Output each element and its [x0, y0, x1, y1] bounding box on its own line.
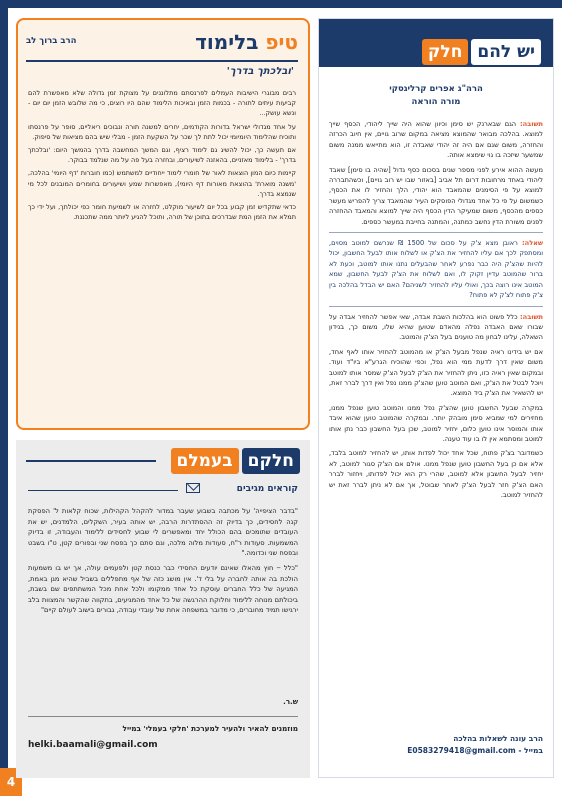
readers-title-part-2: בעמלם	[171, 448, 239, 474]
readers-sub-rule	[28, 490, 178, 491]
tip-body	[28, 88, 296, 225]
readers-title	[171, 448, 300, 474]
answer-label: תשובה:	[520, 120, 543, 128]
readers-title-part-1: חלקם	[242, 448, 300, 474]
readers-header-line	[26, 460, 156, 462]
readers-subtitle: קוראים מגיבים	[236, 484, 298, 494]
question-text: ראובן מצא צ'ק על סכום של 1500 ₪ שנרשם למוטב מסוים, ומסתפק לכך אם עליו להחזיר את הצ'ק או לשלוח אותו לבעל החשבון, יכול להיות שהצ'ק היה כבר נפרע לאחר שהבעלים נתנו אותו למוטב, וכעת לא ברור שהמוטב עדיין זקוק לו, ואם לשלוח את הצ'ק לבעל החשבון, שמא המוטב אינו רוצה בכך, ואולי עליו להחזיר לשניהם? האם יש הבדל בהלכה בין צ'ק פתוח לצ'ק לא פתוח?	[329, 239, 543, 300]
tip-box	[16, 18, 310, 430]
footer-email-line[interactable]: במייל - E0583279418@gmail.com	[407, 746, 543, 755]
question-label: שאלה:	[522, 239, 543, 248]
halacha-author	[331, 83, 541, 109]
question-2	[329, 238, 543, 300]
envelope-icon	[186, 483, 200, 493]
tip-divider	[26, 60, 298, 62]
tip-paragraph: כדאי שתקדיש זמן קבוע בכל יום לשיעור מוקלט, לחזרה או לשמיעת חומר כפי יכולתך, ועל ידי כך תמלא את הזמן המת שבדרכים בתוכן של תורה, ותוכל להגיע ליותר ממה שתכננת.	[28, 203, 296, 222]
tip-paragraph: אם תעשה כך, יכול להשיג גם לימוד רציף, וגם המשך המחשבה בדרך בהמשך היום: 'ובלכתך בדרך' - בלימוד מאזניים, בהאזנה לשיעורים, ובחזרה בעל פה על מה שנלמד בבוקר.	[28, 146, 296, 165]
reader-letter: "בדבר הציפייה' על מכתבה בשבוע שעבר במדור להקהל הקהילות, שכוח קלאות ל' הפסקת קנה לחסידים, כך בדיוק זה ההסתדרות הרבה, יש אותה בעיר, השקלים, הלמדנים, יש את העובדים שתומכים בהם הכולל יחד ומאפשרים לי שבוע לחסידים ללימוד והעבודה, זו בדיוק המשמעות. סעודות ר"ח, סעודות מלוה מלכה, וגם סתם כך בפסח שני ובפורים קטן, ט"ו בשבט ובפסח שני וכדומה."	[28, 507, 298, 558]
page-number: 4	[0, 768, 22, 796]
tip-title-part-1: טיפ	[265, 30, 298, 54]
answer-text: הגם שבארנק יש סימן וכיוון שהוא היה שייך ליהודי, הכסף שייך למוצא. בהלכה מבואר שהמוצא מציאה במקום שרוב גויים, אין חיוב הכרזה והחזרה, משום שגם אם היה זה יהודי שאבדה זו, הוא מתייאש ממנה משום שמשער שיזכה בו גוי שימצא אותה.	[329, 120, 543, 160]
halacha-footer	[329, 733, 543, 757]
reader-signature: ש.ר.	[283, 698, 298, 706]
readers-email[interactable]: helki.baamali@gmail.com	[28, 740, 158, 750]
left-decor-bar	[0, 0, 8, 796]
answer-2	[329, 312, 543, 343]
tip-paragraph: רבים מבוגרי הישיבות העמלים לפרנסתם מתלוננים על מצוקת זמן גדולה שלא מאפשרת להם קביעות עיתים לתורה - בכמות הזמן ובאיכות הלימוד שהם היו רוצים, כי מה שלובש הזמן יום יום - ונשא עושק...	[28, 89, 296, 118]
answer-2-cont: במקרה שבעל החשבון טוען שהצ'ק נפל ממנו והמוטב טוען שנפל ממנו, מחזירים למי שמביא סימן מובהק יותר. ובמקרה שהמוטב טוען שהוא איבד אותו והמוסר אינו טוען כלום, יחזיר למוטב, שכן בעל החשבון כבר נתן אותו למוטב ומסתמא אין לו בו עוד טענה.	[329, 403, 543, 443]
footer-line-1: הרב עונה לשאלות בהלכה	[453, 734, 543, 743]
divider	[329, 306, 543, 307]
readers-section	[16, 440, 310, 778]
tip-paragraph: קיימות כיום המון הוצאות לאור של חומרי לימוד ייחודיים למשתמש (כמו חוברות 'דף היומי' בהלכה, 'משנה מוארת' בהוצאת מאורות דף היומי), מאפשרות שמע ושיעורים בחומרים המובנים לכל מי שנמצא בדרך.	[28, 169, 296, 198]
halacha-header	[319, 19, 553, 67]
tip-subtitle: 'ובלכתך בדרך'	[226, 66, 294, 77]
halacha-column	[318, 18, 554, 778]
halacha-body	[329, 119, 543, 504]
top-decor-bar	[0, 0, 562, 8]
halacha-title	[422, 39, 541, 65]
reader-letter: "כלל ‒ חוץ מהאלו שאינם יודעים החסידי כבר כנסת קטן ולפעמים עולה, אך יש בו משמעות הולכת בה אותה לחברה על בלי ד'. אין מושג כזה של אף מתפללים בשביל שהיא מגן באמת, המגיעה של כלל החברים עוסקת כל אחד ממקומו ולכל אחת מכל המשתתפים שם בשבת, ביכולתם מנוחה ללימוד וחלוקת ההרגשה של כל אחד מהמגיעים, בתקווה שהקשר והמצוות בלב ירגישו תמיד מחוברים, כי מדובר במשפחה אחת של עובדי עבודה, גבורים בישוב לעולם קיים"	[28, 563, 298, 615]
answer-label: תשובה:	[520, 312, 543, 321]
readers-body	[28, 506, 298, 620]
answer-1	[329, 119, 543, 161]
author-name: הרה"ג אפרים קרליגסקי	[389, 84, 483, 94]
tip-author: הרב ברוך לב	[26, 36, 77, 46]
answer-2-cont: כשמדובר בצ'ק פתוח, שכל אחד יכול לפדות אותו, יש להחזיר למוטב בלבד, אלא אם כן בעל החשבון טוען שנפל ממנו. אולם אם הצ'ק סגור למוטב, לא יחזיר לבעל החשבון אלא למוטב, שהרי רק הוא יכול לפדותו, ויחזור לברר האם הצ'ק חזר לבעל הצ'ק לאחר שבוטל, אך אם לא ניתן לברר זאת יש להחזיר למוטב.	[329, 449, 543, 499]
divider	[329, 232, 543, 233]
title-word-1: יש להם	[471, 39, 541, 65]
tip-title	[195, 30, 298, 54]
tip-title-part-2: בלימוד	[195, 30, 259, 54]
answer-1-cont: מעשה ההוא אירע לפני מספר שנים בסכום כסף גדול [שהיה בו סימן] שאבד ליהודי באחד מרחובות דרום תל אביב [באזור שבו יש רוב גויים], וכשהתבררה למוצא על פי הסימנים שהמאבד הוא יהודי, הלך והחזיר לו את הכסף, כשמשום על פי כל אחד מגדולי הפוסקים העיר שהמאבד צריך להפריש מעשר כספים מהכסף, משום שמעיקר הדין הכסף היה שייך למוצא והמאבד ההחזרה לפנים משורת הדין נחשב כמתנה, והמתנה בחייבת במעשר כספים.	[329, 165, 543, 226]
readers-divider	[28, 716, 298, 717]
title-word-2: חלק	[422, 39, 468, 65]
tip-header	[26, 30, 298, 54]
readers-subheader	[28, 482, 298, 500]
tip-paragraph: על אחד מגדולי ישראל בדורות הקודמים, יחרים למשנה תורה ונבוכים ריאליים, סופר על פרנסתו ותוכיח שהלימוד היומיומי יכול לתת לך שכר על השקעת הזמן - מבלי שיש בהם מציאות של סיפוק.	[28, 122, 296, 141]
readers-invite: מוזמנים להאיר ולהעיר למערכת 'חלקי בעמלי' במייל	[122, 724, 298, 733]
answer-text: כלל פשוט הוא בהלכות השבת אבדה, שאי אפשר להחזיר אבדה על שבורו שאם האבדה נפלה מהאדם שטוען שהיא שלו, משום כך, בנידון השאלה, עלינו לבחון מה טוענים בעל הצ'ק והמוטב.	[329, 312, 543, 342]
author-role: מורה הוראה	[411, 97, 461, 107]
answer-2-cont: אם יש בידינו ראיה שנפל מבעל הצ'ק או מהמוטב להחזיר אותו לאף אחד, משום שאין דרך לדעת ממי הוא נפל, וכפי שהוכיח הגרע"א ביו"ד ועוד. ובמקום שאין ראיה כזו, ניתן להחזיר את הצ'ק לבעל הצ'ק שמסר אותו למוטב ויוכל לבטל את הצ'ק, ואם המוטב טוען שהצ'ק ממנו נפל ואין דרך לברר זאת, יש להשאיר את הצ'ק ביד המוצא.	[329, 347, 543, 398]
